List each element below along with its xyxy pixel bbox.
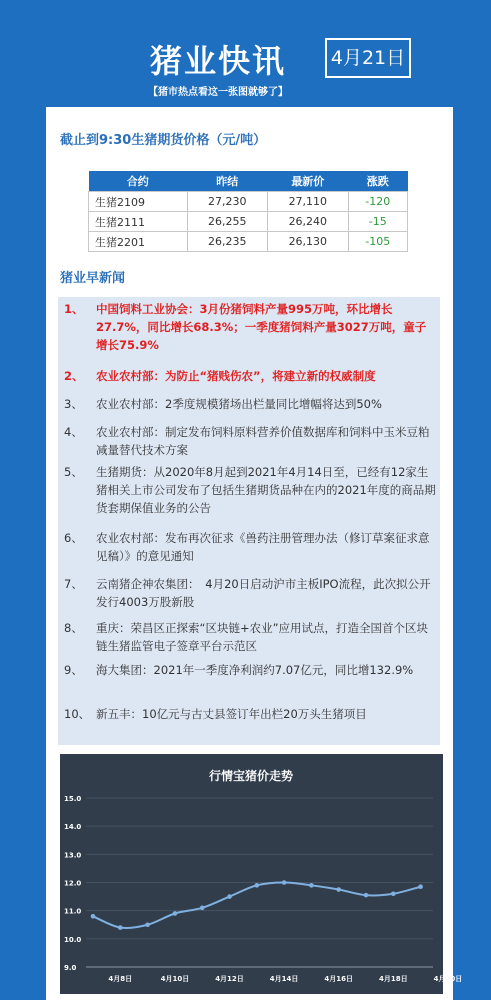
- data-point: [118, 925, 123, 930]
- x-tick-label: 4月10日: [160, 975, 190, 983]
- news-text: 农业农村部：发布再次征求《兽药注册管理办法（修订草案征求意见稿）》的意见通知: [96, 531, 430, 563]
- contract-cell: 生猪2109: [89, 192, 188, 212]
- change-cell: -120: [348, 192, 407, 212]
- y-tick-label: 13.0: [64, 851, 82, 860]
- y-tick-label: 11.0: [64, 907, 82, 916]
- data-point: [309, 883, 314, 888]
- news-text: 中国饲料工业协会：3月份猪饲料产量995万吨，环比增长27.7%，同比增长68.3%；一季度猪饲料产量3027万吨，童子增长75.9%: [96, 302, 427, 352]
- data-point: [364, 893, 369, 898]
- contract-cell: 生猪2111: [89, 212, 188, 232]
- news-number: 3、: [64, 397, 83, 411]
- news-text: 云南猪企神农集团： 4月20日启动沪市主板IPO流程，此次拟公开发行4003万股新股: [96, 577, 431, 609]
- y-tick-label: 15.0: [64, 795, 82, 803]
- page-title: 猪业快讯: [150, 42, 287, 80]
- latest-price-cell: 26,240: [268, 212, 349, 232]
- news-text: 海大集团：2021年一季度净利润约7.07亿元，同比增132.9%: [96, 663, 414, 677]
- news-list: [58, 297, 440, 745]
- news-number: 6、: [64, 531, 83, 545]
- news-number: 2、: [64, 369, 84, 383]
- news-text: 农业农村部：为防止“猪贱伤农”，将建立新的权威制度: [96, 369, 376, 383]
- header: [0, 0, 491, 105]
- y-tick-label: 12.0: [64, 879, 82, 888]
- data-point: [145, 922, 150, 927]
- x-tick-label: 4月20日: [433, 975, 463, 983]
- news-number: 10、: [64, 707, 91, 721]
- change-cell: -15: [348, 212, 407, 232]
- data-point: [282, 880, 287, 885]
- date-badge: 4月21日: [325, 38, 411, 78]
- news-number: 1、: [64, 302, 84, 316]
- column-header: 昨结: [187, 171, 268, 192]
- x-tick-label: 4月12日: [215, 975, 244, 983]
- latest-price-cell: 26,130: [268, 232, 349, 252]
- column-header: 合约: [89, 171, 188, 192]
- change-cell: -105: [348, 232, 407, 252]
- x-tick-label: 4月14日: [269, 975, 299, 983]
- series-line: [93, 883, 421, 929]
- column-header: 最新价: [268, 171, 349, 192]
- news-number: 7、: [64, 577, 83, 591]
- data-point: [173, 911, 178, 916]
- news-text: 重庆：荣昌区正探索“区块链+农业”应用试点，打造全国首个区块链生猪监管电子签章平台示范区: [96, 621, 429, 653]
- data-point: [227, 894, 232, 899]
- data-point: [91, 914, 96, 919]
- table-row: [89, 232, 408, 252]
- news-text: 农业农村部：制定发布饲料原料营养价值数据库和饲料中玉米豆粕减量替代技术方案: [96, 425, 430, 457]
- data-point: [418, 884, 423, 889]
- contract-cell: 生猪2201: [89, 232, 188, 252]
- data-point: [336, 887, 341, 892]
- prev-settle-cell: 27,230: [187, 192, 268, 212]
- column-header: 涨跌: [348, 171, 407, 192]
- table-row: [89, 192, 408, 212]
- data-point: [391, 891, 396, 896]
- y-tick-label: 9.0: [64, 964, 77, 972]
- chart-canvas: [60, 754, 463, 994]
- price-trend-chart: [60, 754, 463, 994]
- news-title: 猪业早新闻: [60, 271, 126, 286]
- news-number: 4、: [64, 425, 83, 439]
- content-panel: [46, 107, 463, 1000]
- x-tick-label: 4月16日: [324, 975, 354, 983]
- news-number: 5、: [64, 465, 83, 479]
- data-point: [255, 883, 260, 888]
- x-tick-label: 4月18日: [378, 975, 408, 983]
- prev-settle-cell: 26,235: [187, 232, 268, 252]
- page-subtitle: 【猪市热点看这一张图就够了】: [148, 87, 288, 98]
- futures-table: [88, 171, 408, 252]
- y-tick-label: 10.0: [64, 935, 82, 944]
- table-row: [89, 212, 408, 232]
- prev-settle-cell: 26,255: [187, 212, 268, 232]
- news-text: 新五丰：10亿元与古丈县签订年出栏20万头生猪项目: [96, 707, 367, 721]
- futures-title: 截止到9:30生猪期货价格（元/吨）: [60, 133, 267, 148]
- y-tick-label: 14.0: [64, 823, 82, 832]
- data-point: [200, 906, 205, 911]
- table-header-row: [89, 171, 408, 192]
- news-number: 8、: [64, 621, 83, 635]
- chart-title: 行情宝猪价走势: [208, 769, 294, 783]
- latest-price-cell: 27,110: [268, 192, 349, 212]
- news-text: 农业农村部：2季度规模猪场出栏量同比增幅将达到50%: [96, 397, 382, 411]
- news-text: 生猪期货：从2020年8月起到2021年4月14日至，已经有12家生猪相关上市公司发布了包括生猪期货品种在内的2021年度的商品期货套期保值业务的公告: [96, 465, 436, 515]
- x-tick-label: 4月8日: [108, 975, 133, 983]
- news-number: 9、: [64, 663, 83, 677]
